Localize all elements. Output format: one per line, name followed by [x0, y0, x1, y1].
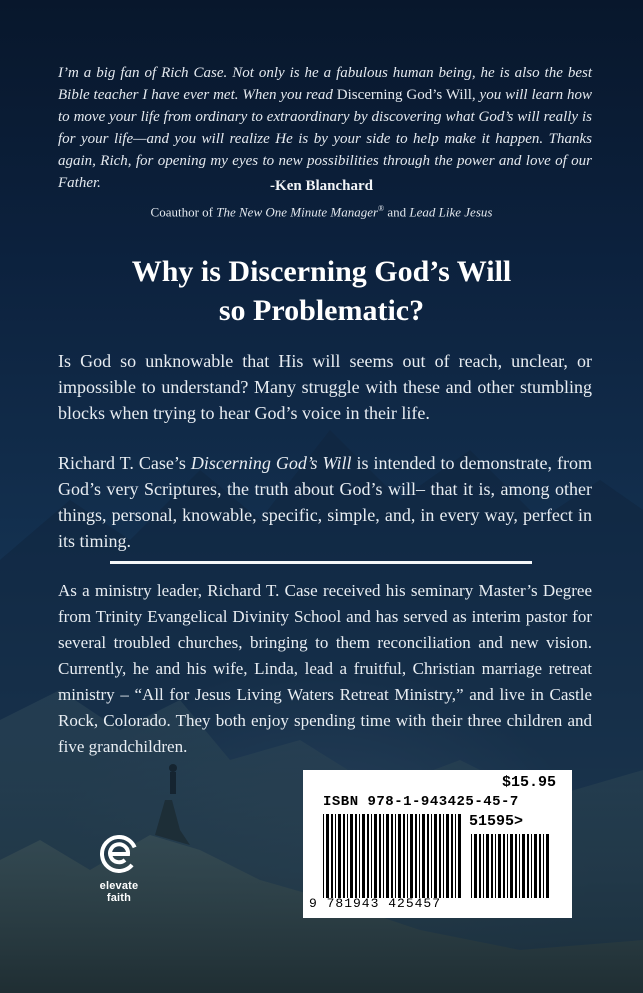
barcode-bar	[479, 834, 481, 898]
barcode-bar	[539, 834, 541, 898]
elevate-logo-icon	[98, 833, 140, 875]
section-divider	[110, 561, 532, 564]
barcode-bar	[434, 814, 437, 898]
barcode-bar	[326, 814, 329, 898]
paragraph-question: Is God so unknowable that His will seems out of reach, unclear, or impossible to understand? Many struggle with these and other stumbling blocks when trying to hear God’s voice in their life.	[58, 351, 592, 423]
logo-line-1: elevate	[99, 880, 139, 892]
barcode-bar	[486, 834, 489, 898]
barcode-bar	[495, 834, 496, 898]
credentials-book1: The New One Minute Manager	[216, 204, 379, 220]
barcode-bar	[439, 814, 441, 898]
isbn-label: ISBN 978-1-943425-45-7	[323, 794, 519, 810]
barcode-bar	[323, 814, 324, 898]
barcode-bar	[451, 814, 453, 898]
barcode-bar	[543, 834, 544, 898]
barcode-bar	[407, 814, 408, 898]
barcode-bar	[371, 814, 372, 898]
barcode-bar	[355, 814, 357, 898]
price-supplement-label: 51595>	[469, 813, 524, 830]
barcode-bar	[359, 814, 360, 898]
barcode-bar	[347, 814, 348, 898]
barcode-bar	[374, 814, 377, 898]
barcode-bar	[515, 834, 517, 898]
endorser-credentials	[0, 204, 643, 220]
barcode-bar	[343, 814, 345, 898]
barcode-bar	[367, 814, 369, 898]
barcode-bar	[455, 814, 456, 898]
heading-line-1: Why is Discerning God’s Will	[131, 255, 512, 288]
addon-barcode-bars	[471, 834, 551, 898]
barcode-bar	[331, 814, 333, 898]
barcode-bar	[350, 814, 353, 898]
barcode-bar	[531, 834, 532, 898]
ean-barcode-bars	[323, 814, 463, 898]
credentials-and: and	[384, 204, 410, 220]
logo-line-2: faith	[106, 892, 132, 904]
isbn-barcode	[303, 770, 572, 918]
barcode-bar	[443, 814, 444, 898]
barcode-bar	[422, 814, 425, 898]
quote-part1: I’m a big fan of Rich Case. Not only is he a fabulous human being, he is also the best Bible teacher I have ever met. When you read	[58, 65, 592, 103]
barcode-bar	[383, 814, 384, 898]
registered-mark: ®	[378, 204, 385, 213]
endorsement-quote	[58, 62, 592, 194]
barcode-bar	[510, 834, 513, 898]
barcode-bar	[410, 814, 413, 898]
barcode-bar	[546, 834, 549, 898]
barcode-bar	[527, 834, 529, 898]
section-heading	[0, 252, 643, 330]
barcode-bar	[491, 834, 493, 898]
barcode-bar	[503, 834, 505, 898]
barcode-bar	[519, 834, 520, 898]
barcode-bar	[522, 834, 525, 898]
barcode-bar	[395, 814, 396, 898]
barcode-bar	[398, 814, 401, 898]
barcode-bar	[335, 814, 336, 898]
price-label: $15.95	[501, 774, 556, 791]
ean-digits: 9 781943 425457	[309, 896, 442, 911]
barcode-bar	[379, 814, 381, 898]
barcode-bar	[483, 834, 484, 898]
barcode-bar	[446, 814, 449, 898]
summary-part-b: is intended to demonstrate, from God’s very Scriptures, the truth about God’s will– that it is, among other things, personal, knowable, specific, simple, and, in every way, perfect in its timing.	[58, 453, 592, 551]
barcode-bar	[431, 814, 432, 898]
publisher-logo	[92, 833, 146, 904]
barcode-bar	[534, 834, 537, 898]
barcode-bar	[507, 834, 508, 898]
barcode-bar	[415, 814, 417, 898]
quote-book-title: Discerning God’s Will	[336, 87, 472, 103]
quote-part2: , you will learn how to move your life from ordinary to extraordinary by discovering what God’s will really is for your life—and you will realize He is by your side to help make it happen. Thanks again, Rich, for opening my eyes to new possibilities through the power and love of our Father.	[58, 87, 592, 191]
barcode-bar	[427, 814, 429, 898]
barcode-bar	[471, 834, 472, 898]
heading-line-2: so Problematic?	[218, 294, 425, 327]
credentials-book2: Lead Like Jesus	[409, 204, 493, 220]
endorser-name: -Ken Blanchard	[270, 178, 373, 194]
paragraph-author-bio: As a ministry leader, Richard T. Case received his seminary Master’s Degree from Trinity Evangelical Divinity School and has served as interim pastor for several troubled churches, bringing to them reconciliation and new vision. Currently, he and his wife, Linda, lead a fruitful, Christian marriage retreat ministry – “All for Jesus Living Waters Retreat Ministry,” and live in Castle Rock, Colorado. They both enjoy spending time with their three children and five grandchildren.	[58, 581, 592, 756]
barcode-bar	[338, 814, 341, 898]
summary-part-a: Richard T. Case’s	[58, 453, 191, 473]
summary-book-title: Discerning God’s Will	[190, 453, 352, 473]
barcode-bar	[403, 814, 405, 898]
credentials-prefix: Coauthor of	[150, 204, 217, 220]
barcode-bar	[362, 814, 365, 898]
paragraph-summary	[58, 450, 592, 554]
barcode-bar	[386, 814, 389, 898]
barcode-bar	[474, 834, 477, 898]
barcode-bar	[419, 814, 420, 898]
barcode-bar	[498, 834, 501, 898]
barcode-bar	[458, 814, 461, 898]
barcode-bar	[391, 814, 393, 898]
